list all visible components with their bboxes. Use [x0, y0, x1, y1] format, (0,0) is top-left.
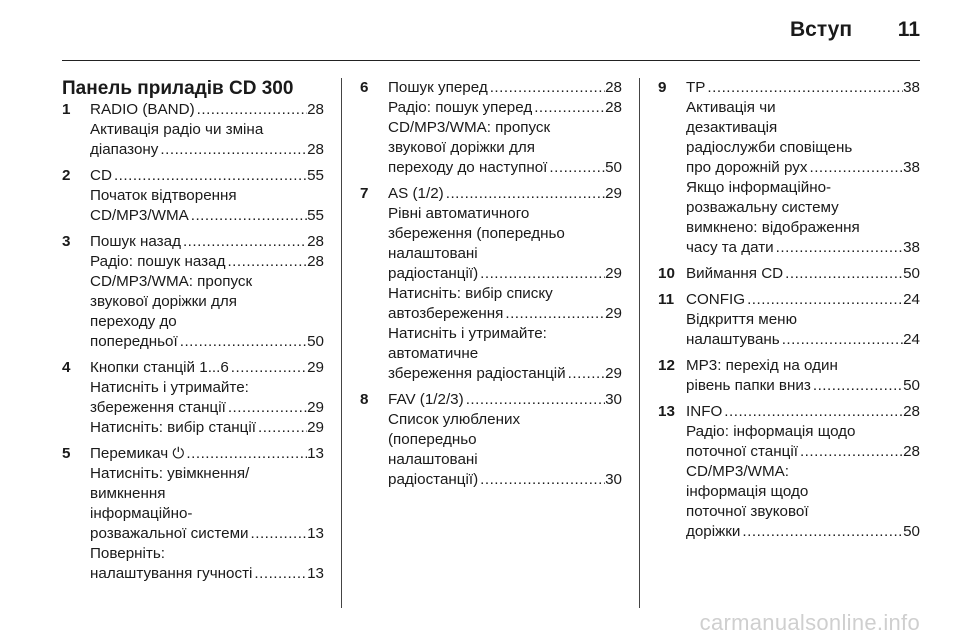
entry-line [686, 290, 920, 310]
page-reference: 24 [903, 291, 920, 308]
page-reference: 30 [605, 391, 622, 408]
entry-list-3 [658, 78, 920, 542]
entry-text: Список улюблених [388, 411, 521, 428]
entry-line [90, 484, 324, 504]
entry-text: Рівні автоматичного [388, 205, 530, 222]
column-1 [62, 78, 324, 590]
page-reference: 55 [307, 207, 324, 224]
entry-text: Радіо: інформація щодо [686, 423, 856, 440]
entry-number: 9 [658, 79, 667, 96]
entry-line [686, 522, 920, 542]
page-reference: 29 [605, 365, 622, 382]
entry-text: Пошук уперед [388, 79, 488, 96]
entry-text: CD/MP3/WMA: пропуск [388, 119, 551, 136]
entry-line [388, 118, 622, 138]
leader-dots [532, 98, 605, 118]
legend-entry [62, 444, 324, 584]
page-reference: 13 [307, 525, 324, 542]
page-reference: 38 [903, 159, 920, 176]
leader-dots [444, 184, 605, 204]
leader-dots [774, 238, 903, 258]
legend-entry [658, 402, 920, 542]
leader-dots [184, 444, 307, 464]
leader-dots [478, 470, 605, 490]
entry-text: радіостанції) [388, 471, 479, 488]
entry-line [90, 358, 324, 378]
entry-line [388, 244, 622, 264]
header-rule [62, 60, 920, 61]
entry-text: Активація чи [686, 99, 776, 116]
entry-line [90, 398, 324, 418]
entry-number: 12 [658, 357, 675, 374]
entry-line [686, 138, 920, 158]
entry-text: Поверніть: [90, 545, 166, 562]
entry-text: збереження станції [90, 399, 226, 416]
entry-text: дезактивація [686, 119, 778, 136]
page-reference: 28 [307, 253, 324, 270]
legend-entry [62, 358, 324, 438]
entry-number: 8 [360, 391, 369, 408]
entry-line [388, 184, 622, 204]
entry-text: Радіо: пошук уперед [388, 99, 533, 116]
entry-line [686, 198, 920, 218]
entry-number: 3 [62, 233, 71, 250]
page-reference: 50 [903, 265, 920, 282]
leader-dots [249, 524, 308, 544]
leader-dots [547, 158, 605, 178]
leader-dots [740, 522, 903, 542]
entry-text: Пошук назад [90, 233, 181, 250]
entry-text: Якщо інформаційно- [686, 179, 832, 196]
entry-list-2 [360, 78, 622, 490]
page-reference: 28 [903, 443, 920, 460]
entry-line [686, 118, 920, 138]
leader-dots [488, 78, 605, 98]
entry-text: налаштування гучності [90, 565, 253, 582]
leader-dots [252, 564, 307, 584]
leader-dots [745, 290, 903, 310]
entry-line [686, 376, 920, 396]
legend-entry [360, 390, 622, 490]
page-reference: 29 [307, 399, 324, 416]
entry-line [686, 238, 920, 258]
leader-dots [722, 402, 903, 422]
page-reference: 29 [307, 419, 324, 436]
entry-line [90, 504, 324, 524]
entry-text: Перемикач ⏻ [90, 445, 185, 462]
page-reference: 38 [903, 79, 920, 96]
entry-text: RADIO (BAND) [90, 101, 195, 118]
page-reference: 50 [605, 159, 622, 176]
leader-dots [189, 206, 307, 226]
leader-dots [464, 390, 605, 410]
entry-text: Натисніть і утримайте: [90, 379, 249, 396]
entry-line [686, 218, 920, 238]
entry-text: Натисніть: вибір списку [388, 285, 553, 302]
entry-number: 1 [62, 101, 71, 118]
watermark: carmanualsonline.info [699, 610, 920, 635]
leader-dots [158, 140, 307, 160]
entry-line [90, 186, 324, 206]
leader-dots [225, 252, 307, 272]
entry-line [90, 332, 324, 352]
entry-text: вимкнено: відображення [686, 219, 860, 236]
page-header [0, 0, 960, 62]
entry-text: (попередньо [388, 431, 477, 448]
leader-dots [226, 398, 307, 418]
page-reference: 28 [307, 101, 324, 118]
entry-text: інформаційно- [90, 505, 193, 522]
entry-line [686, 482, 920, 502]
entry-line [90, 272, 324, 292]
entry-text: поточної звукової [686, 503, 809, 520]
entry-text: автозбереження [388, 305, 504, 322]
entry-text: рівень папки вниз [686, 377, 811, 394]
entry-text: діапазону [90, 141, 159, 158]
column-2 [360, 78, 622, 496]
entry-number: 11 [658, 291, 675, 308]
entry-text: Кнопки станцій 1...6 [90, 359, 229, 376]
legend-entry [658, 264, 920, 284]
entry-text: CONFIG [686, 291, 746, 308]
legend-entry [658, 78, 920, 258]
page-reference: 29 [307, 359, 324, 376]
page-reference: 29 [605, 305, 622, 322]
legend-entry [658, 356, 920, 396]
leader-dots [811, 376, 903, 396]
entry-line [388, 344, 622, 364]
column-divider-1 [341, 78, 342, 608]
entry-line [90, 418, 324, 438]
leader-dots [566, 364, 605, 384]
entry-line [686, 330, 920, 350]
entry-line [388, 430, 622, 450]
entry-text: попередньої [90, 333, 178, 350]
entry-number: 13 [658, 403, 675, 420]
page-reference: 28 [307, 233, 324, 250]
entry-text: звукової доріжки для [388, 139, 535, 156]
entry-number: 6 [360, 79, 369, 96]
page-reference: 13 [307, 565, 324, 582]
entry-text: CD/MP3/WMA: [686, 463, 789, 480]
entry-text: Активація радіо чи зміна [90, 121, 264, 138]
leader-dots [807, 158, 903, 178]
leader-dots [112, 166, 307, 186]
entry-text: налаштовані [388, 245, 478, 262]
entry-line [388, 78, 622, 98]
entry-line [90, 292, 324, 312]
entry-line [90, 120, 324, 140]
entry-line [388, 364, 622, 384]
entry-text: інформація щодо [686, 483, 809, 500]
page-reference: 13 [307, 445, 324, 462]
entry-text: MP3: перехід на один [686, 357, 838, 374]
entry-text: Відкриття меню [686, 311, 797, 328]
entry-text: збереження радіостанцій [388, 365, 566, 382]
entry-line [90, 378, 324, 398]
leader-dots [780, 330, 903, 350]
leader-dots [256, 418, 307, 438]
entry-line [90, 206, 324, 226]
entry-line [388, 264, 622, 284]
column-3 [658, 78, 920, 548]
entry-line [686, 462, 920, 482]
entry-text: Початок відтворення [90, 187, 237, 204]
leader-dots [798, 442, 903, 462]
entry-text: часу та дати [686, 239, 774, 256]
legend-entry [360, 78, 622, 178]
entry-number: 10 [658, 265, 675, 282]
entry-text: радіослужби сповіщень [686, 139, 853, 156]
entry-text: FAV (1/2/3) [388, 391, 464, 408]
entry-number: 4 [62, 359, 71, 376]
entry-line [388, 324, 622, 344]
page-reference: 28 [605, 79, 622, 96]
entry-line [388, 304, 622, 324]
entry-line [388, 390, 622, 410]
entry-line [388, 470, 622, 490]
entry-text: переходу до наступної [388, 159, 548, 176]
entry-text: налаштувань [686, 331, 780, 348]
entry-text: радіостанції) [388, 265, 479, 282]
entry-line [90, 166, 324, 186]
page-reference: 55 [307, 167, 324, 184]
entry-text: переходу до [90, 313, 177, 330]
page-reference: 24 [903, 331, 920, 348]
page-reference: 50 [307, 333, 324, 350]
entry-text: поточної станції [686, 443, 798, 460]
entry-text: CD [90, 167, 112, 184]
page-reference: 29 [605, 265, 622, 282]
entry-line [90, 100, 324, 120]
entry-text: налаштовані [388, 451, 478, 468]
entry-line [388, 284, 622, 304]
entry-line [686, 78, 920, 98]
entry-line [388, 158, 622, 178]
page-reference: 38 [903, 239, 920, 256]
chapter-title: Вступ [789, 18, 852, 41]
leader-dots [178, 332, 307, 352]
entry-number: 2 [62, 167, 71, 184]
entry-text: Натисніть: вибір станції [90, 419, 256, 436]
page-number: 11 [897, 18, 920, 41]
leader-dots [229, 358, 307, 378]
entry-text: звукової доріжки для [90, 293, 237, 310]
entry-line [686, 310, 920, 330]
leader-dots [181, 232, 307, 252]
entry-text: Виймання CD [686, 265, 784, 282]
page-reference: 50 [903, 377, 920, 394]
entry-text: про дорожній рух [686, 159, 808, 176]
entry-line [686, 178, 920, 198]
entry-line [388, 138, 622, 158]
entry-line [90, 232, 324, 252]
entry-line [90, 564, 324, 584]
entry-list-1 [62, 100, 324, 584]
entry-text: CD/MP3/WMA [90, 207, 189, 224]
entry-line [388, 410, 622, 430]
legend-entry [62, 166, 324, 226]
legend-entry [360, 184, 622, 384]
entry-line [90, 252, 324, 272]
leader-dots [705, 78, 903, 98]
entry-line [388, 450, 622, 470]
entry-line [686, 158, 920, 178]
entry-text: AS (1/2) [388, 185, 444, 202]
entry-line [686, 356, 920, 376]
legend-entry [62, 232, 324, 352]
entry-line [686, 98, 920, 118]
leader-dots [503, 304, 605, 324]
entry-text: INFO [686, 403, 723, 420]
entry-text: розважальної системи [90, 525, 249, 542]
leader-dots [195, 100, 307, 120]
entry-text: CD/MP3/WMA: пропуск [90, 273, 253, 290]
entry-line [90, 444, 324, 464]
entry-line [686, 422, 920, 442]
page-reference: 29 [605, 185, 622, 202]
page-reference: 28 [903, 403, 920, 420]
entry-text: Радіо: пошук назад [90, 253, 226, 270]
page-reference: 50 [903, 523, 920, 540]
column-divider-2 [639, 78, 640, 608]
leader-dots [478, 264, 605, 284]
entry-line [90, 524, 324, 544]
entry-line [388, 224, 622, 244]
entry-text: Натисніть і утримайте: [388, 325, 547, 342]
legend-entry [62, 100, 324, 160]
entry-line [686, 502, 920, 522]
entry-line [90, 544, 324, 564]
entry-text: Натисніть: увімкнення/ [90, 465, 250, 482]
entry-text: доріжки [686, 523, 741, 540]
entry-number: 5 [62, 445, 71, 462]
entry-text: TP [686, 79, 706, 96]
entry-line [686, 402, 920, 422]
legend-entry [658, 290, 920, 350]
entry-text: розважальну систему [686, 199, 839, 216]
entry-line [686, 442, 920, 462]
entry-line [388, 204, 622, 224]
entry-line [686, 264, 920, 284]
entry-line [90, 312, 324, 332]
page-reference: 28 [307, 141, 324, 158]
page-reference: 30 [605, 471, 622, 488]
leader-dots [783, 264, 903, 284]
entry-line [90, 140, 324, 160]
entry-number: 7 [360, 185, 369, 202]
page-reference: 28 [605, 99, 622, 116]
entry-line [90, 464, 324, 484]
section-title: Панель приладів CD 300 [62, 78, 294, 99]
entry-text: збереження (попередньо [388, 225, 565, 242]
entry-line [388, 98, 622, 118]
entry-text: вимкнення [90, 485, 166, 502]
entry-text: автоматичне [388, 345, 479, 362]
